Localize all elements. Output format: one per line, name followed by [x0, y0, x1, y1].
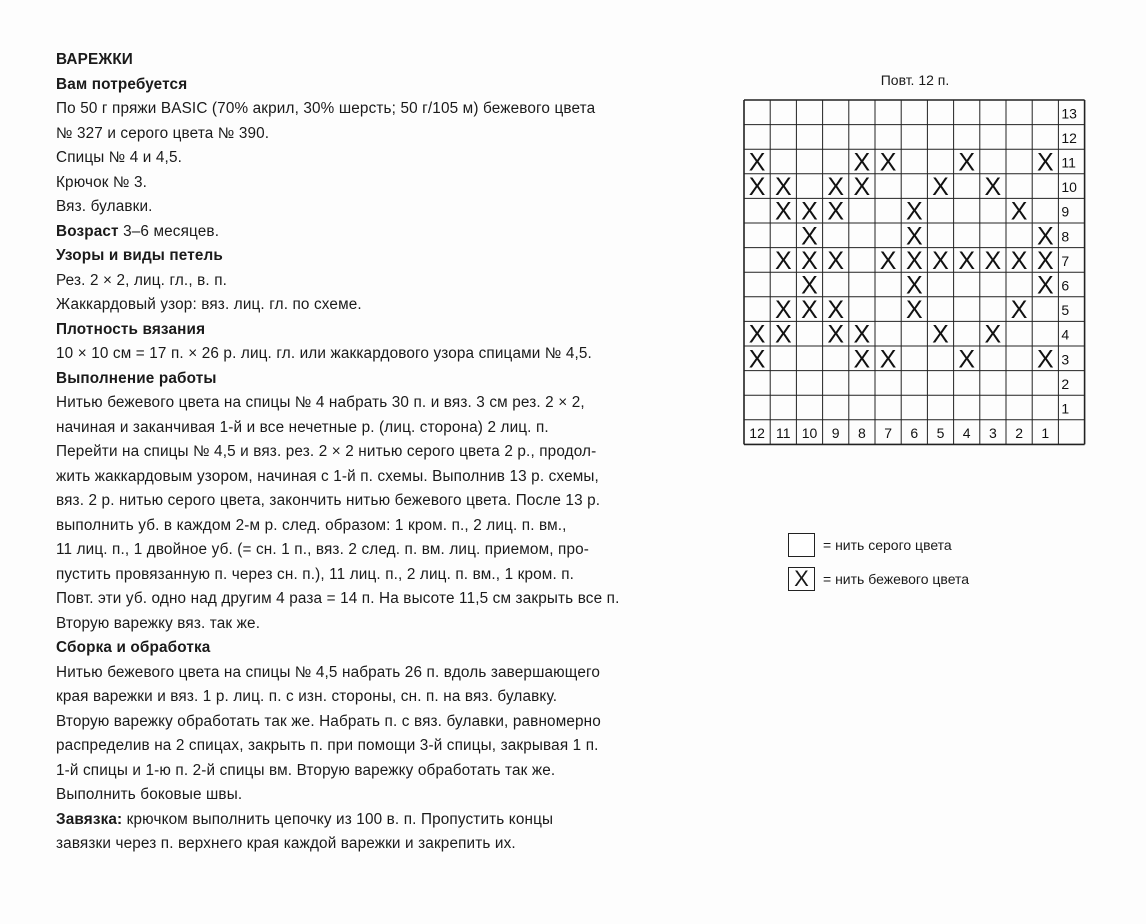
stitch-mark: X: [984, 173, 1002, 202]
stitch-mark: X: [827, 197, 845, 226]
stitch-mark: X: [984, 246, 1002, 275]
stitch-mark: X: [801, 197, 818, 226]
stitch-mark: X: [774, 320, 792, 349]
stitch-mark: X: [905, 246, 923, 275]
stitch-mark: X: [827, 173, 845, 202]
stitch-mark: X: [748, 320, 766, 349]
text-line: [56, 808, 696, 833]
row-label: 6: [1061, 277, 1070, 294]
bold-label: Возраст: [56, 222, 119, 240]
text-line: Повт. эти уб. одно над другим 4 раза = 14 п. На высоте 11,5 см закрыть все п.: [56, 590, 620, 607]
column-label: 7: [884, 425, 892, 442]
text-line: Крючок № 3.: [56, 173, 148, 191]
text-line: завязки через п. верхнего края каждой варежки и закрепить их.: [56, 835, 516, 852]
text-line: жить жаккардовым узором, начиная с 1-й п. схемы. Выполнив 13 р. схемы,: [56, 467, 599, 485]
text-line: № 327 и серого цвета № 390.: [56, 124, 270, 142]
stitch-mark: X: [879, 345, 897, 374]
column-label: 12: [749, 425, 765, 442]
stitch-mark: X: [958, 148, 976, 177]
stitch-mark: X: [827, 320, 845, 349]
stitch-mark: X: [1036, 148, 1054, 177]
stitch-mark: X: [774, 197, 792, 226]
row-label: 8: [1061, 228, 1070, 245]
row-label: 12: [1061, 129, 1077, 146]
row-label: 13: [1061, 105, 1077, 122]
text-line: Перейти на спицы № 4,5 и вяз. рез. 2 × 2 нитью серого цвета 2 р., продол-: [56, 443, 597, 460]
section-heading: Плотность вязания: [56, 320, 206, 338]
stitch-mark: X: [748, 345, 766, 374]
section-heading: Сборка и обработка: [56, 639, 211, 656]
bold-label: Завязка:: [56, 810, 123, 828]
stitch-mark: X: [827, 246, 845, 275]
legend-item: [788, 566, 969, 592]
text-line: Вторую варежку вяз. так же.: [56, 614, 261, 632]
stitch-mark: X: [905, 197, 923, 226]
row-label: 9: [1061, 203, 1070, 220]
chart-title: Повт. 12 п.: [880, 72, 950, 88]
legend-item: [788, 532, 969, 558]
stitch-mark: X: [1036, 246, 1054, 275]
stitch-mark: X: [853, 345, 871, 374]
row-label: 5: [1061, 302, 1070, 319]
text-line: Выполнить боковые швы.: [56, 786, 243, 803]
stitch-mark: X: [748, 173, 766, 202]
stitch-mark: X: [932, 246, 949, 275]
document-title: ВАРЕЖКИ: [56, 51, 133, 68]
stitch-mark: X: [774, 296, 792, 325]
stitch-mark: X: [853, 320, 871, 349]
text-line: распределив на 2 спицах, закрыть п. при помощи 3-й спицы, закрывая 1 п.: [56, 737, 599, 754]
text-line: пустить провязанную п. через сн. п.), 11 лиц. п., 2 лиц. п. вм., 1 кром. п.: [56, 565, 575, 583]
column-label: 1: [1041, 425, 1050, 442]
text-line: края варежки и вяз. 1 р. лиц. п. с изн. стороны, сн. п. на вяз. булавку.: [56, 688, 558, 705]
column-label: 10: [801, 425, 818, 442]
stitch-mark: X: [801, 246, 818, 275]
stitch-mark: X: [932, 320, 949, 349]
stitch-mark: X: [774, 246, 792, 275]
text-line: [56, 220, 696, 245]
instructions-column: [56, 48, 696, 857]
text-line: Спицы № 4 и 4,5.: [56, 149, 183, 166]
legend-swatch-empty: [788, 533, 815, 557]
legend-label: = нить бежевого цвета: [823, 571, 970, 587]
text-line: Нитью бежевого цвета на спицы № 4,5 набрать 26 п. вдоль завершающего: [56, 663, 601, 681]
stitch-mark: X: [853, 173, 871, 202]
column-label: 6: [910, 425, 919, 442]
stitch-mark: X: [984, 320, 1002, 349]
stitch-mark: X: [1036, 271, 1054, 300]
stitch-mark: X: [958, 345, 976, 374]
stitch-mark: X: [905, 296, 923, 325]
column-label: 5: [936, 425, 945, 442]
stitch-mark: X: [932, 173, 949, 202]
row-label: 2: [1061, 375, 1070, 392]
stitch-mark: X: [801, 271, 818, 300]
stitch-mark: X: [905, 271, 923, 300]
stitch-mark: X: [1010, 197, 1028, 226]
column-label: 2: [1015, 425, 1023, 442]
row-label: 4: [1061, 326, 1070, 343]
legend-label: = нить серого цвета: [823, 537, 952, 553]
text-line: Рез. 2 × 2, лиц. гл., в. п.: [56, 271, 228, 289]
stitch-mark: X: [1036, 345, 1054, 374]
knitting-chart: [740, 96, 1092, 446]
text-line: 1-й спицы и 1-ю п. 2-й спицы вм. Вторую варежку обработать так же.: [56, 761, 556, 779]
stitch-mark: X: [853, 148, 871, 177]
stitch-mark: X: [1036, 222, 1054, 251]
chart-legend: [788, 532, 969, 600]
row-label: 11: [1061, 154, 1076, 171]
stitch-mark: X: [879, 148, 897, 177]
stitch-mark: X: [879, 246, 897, 275]
text-line: Жаккардовый узор: вяз. лиц. гл. по схеме.: [56, 296, 362, 313]
section-heading: Узоры и виды петель: [56, 247, 223, 264]
text-line: начиная и заканчивая 1-й и все нечетные р. (лиц. сторона) 2 лиц. п.: [56, 418, 549, 436]
stitch-mark: X: [958, 246, 976, 275]
text-line: 11 лиц. п., 1 двойное уб. (= сн. 1 п., вяз. 2 след. п. вм. лиц. приемом, про-: [56, 541, 590, 558]
line-text: 3–6 месяцев.: [118, 222, 220, 240]
column-label: 9: [831, 425, 840, 442]
stitch-mark: X: [827, 296, 845, 325]
text-line: выполнить уб. в каждом 2-м р. след. образом: 1 кром. п., 2 лиц. п. вм.,: [56, 516, 567, 534]
column-label: 3: [989, 425, 997, 442]
text-line: Нитью бежевого цвета на спицы № 4 набрать 30 п. и вяз. 3 см рез. 2 × 2,: [56, 394, 585, 411]
stitch-mark: X: [801, 296, 818, 325]
legend-swatch-x: X: [788, 567, 815, 591]
line-text: крючком выполнить цепочку из 100 в. п. Пропустить концы: [122, 810, 554, 828]
text-line: По 50 г пряжи BASIC (70% акрил, 30% шерсть; 50 г/105 м) бежевого цвета: [56, 100, 596, 117]
instructions-body: [56, 73, 696, 857]
row-label: 10: [1061, 179, 1077, 196]
text-line: Вторую варежку обработать так же. Набрать п. с вяз. булавки, равномерно: [56, 712, 601, 730]
stitch-mark: X: [774, 173, 792, 202]
text-line: Вяз. булавки.: [56, 198, 153, 215]
section-heading: Выполнение работы: [56, 369, 217, 387]
stitch-mark: X: [1010, 296, 1028, 325]
column-label: 8: [858, 425, 866, 442]
section-heading: Вам потребуется: [56, 75, 188, 93]
text-line: вяз. 2 р. нитью серого цвета, закончить нитью бежевого цвета. После 13 р.: [56, 492, 601, 509]
row-label: 7: [1061, 252, 1070, 269]
row-label: 3: [1061, 351, 1070, 368]
stitch-mark: X: [1010, 246, 1028, 275]
column-label: 11: [776, 425, 791, 442]
row-label: 1: [1061, 400, 1070, 417]
stitch-mark: X: [801, 222, 818, 251]
column-label: 4: [962, 425, 971, 442]
text-line: 10 × 10 см = 17 п. × 26 р. лиц. гл. или жаккардового узора спицами № 4,5.: [56, 345, 592, 362]
stitch-mark: X: [905, 222, 923, 251]
stitch-mark: X: [748, 148, 766, 177]
